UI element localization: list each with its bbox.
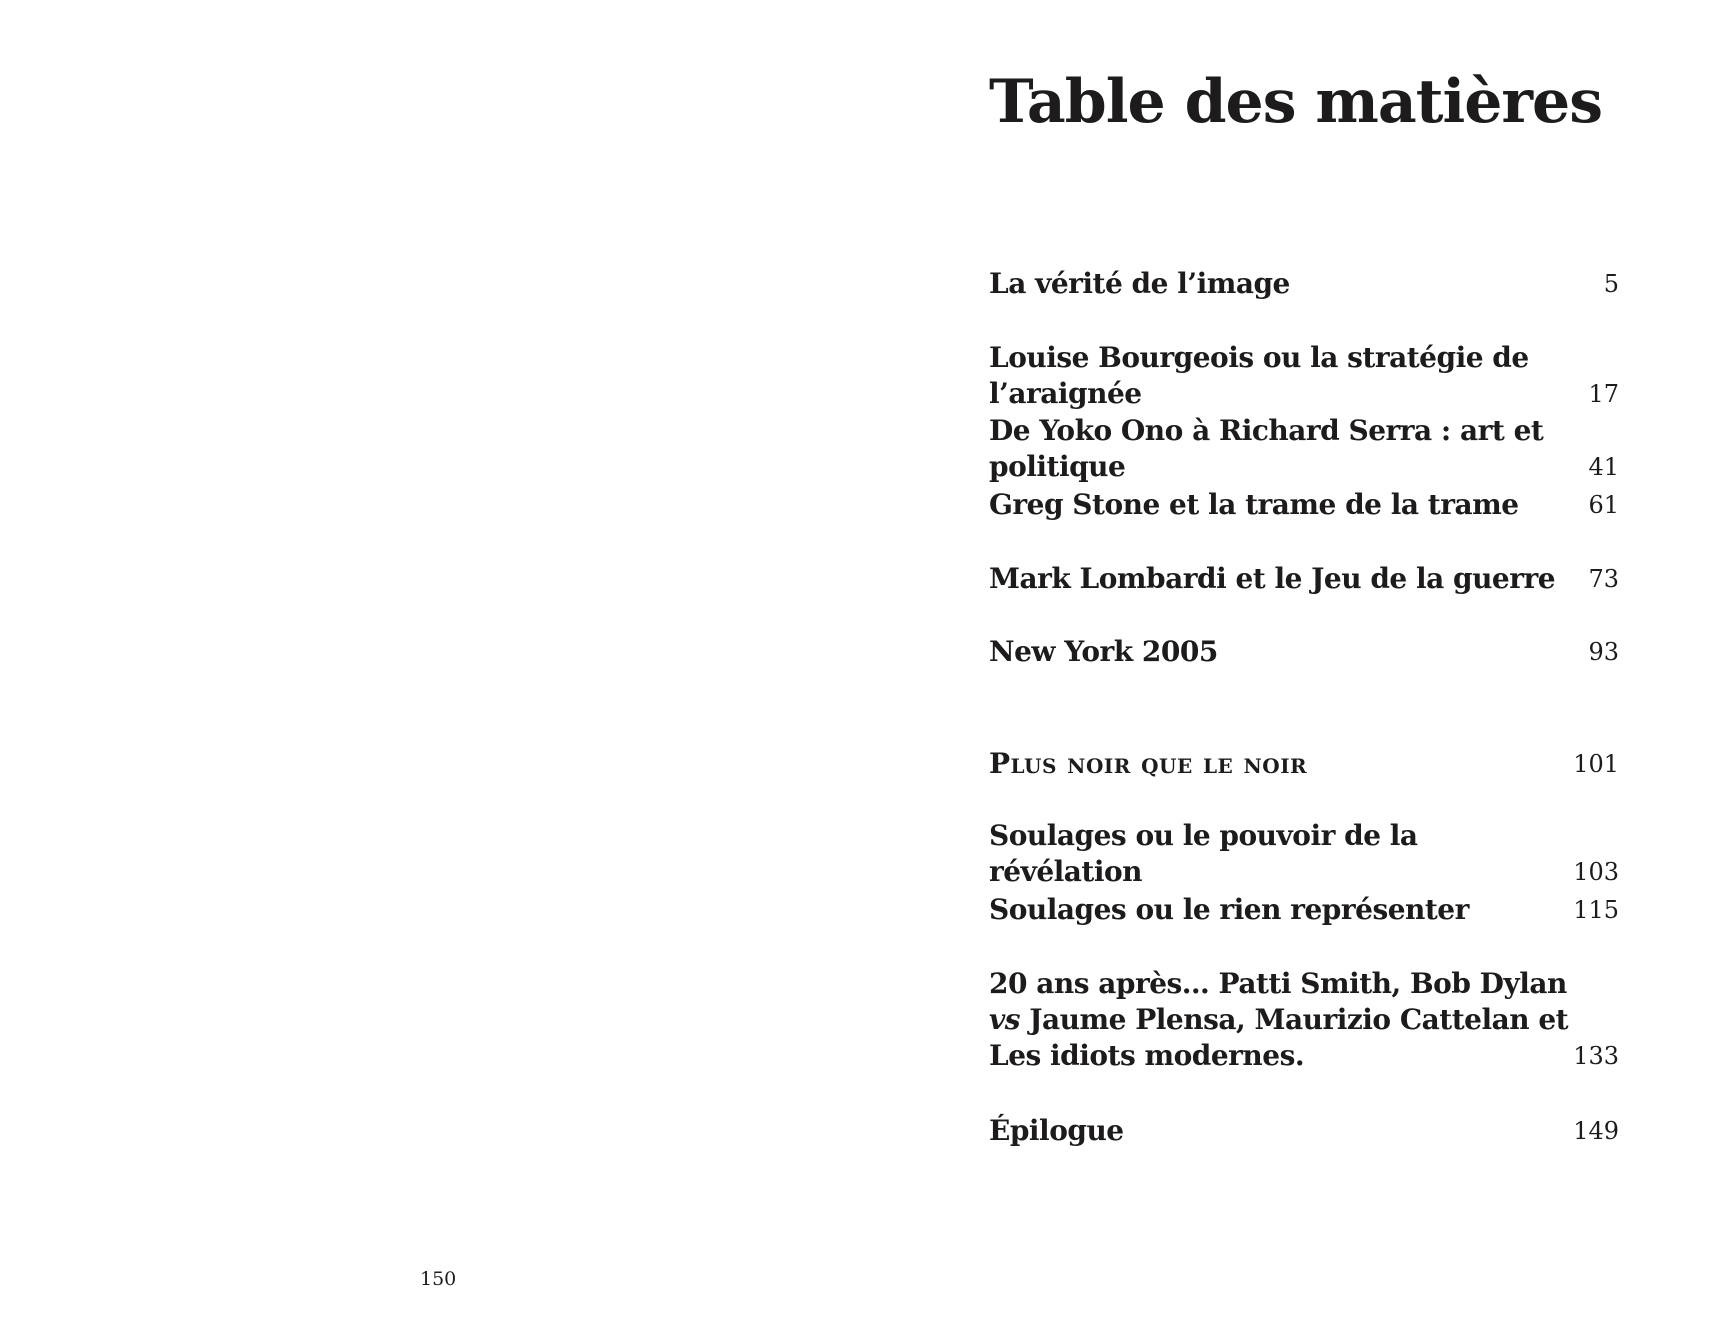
toc-entry-label-part: 20 ans après… Patti Smith, Bob Dylan (989, 967, 1567, 1000)
toc-section-heading[interactable] (989, 746, 1619, 782)
toc-entry[interactable] (989, 561, 1619, 597)
toc-entry[interactable] (989, 413, 1619, 485)
toc-entry-page: 149 (1573, 1117, 1619, 1145)
page-title: Table des matières (989, 67, 1602, 137)
page-number: 150 (420, 1268, 457, 1290)
toc-entry-page: 101 (1573, 750, 1619, 778)
toc-entry-label: Plus noir que le noir (989, 747, 1308, 780)
toc-entry-page: 17 (1588, 380, 1619, 408)
toc-entry[interactable] (989, 340, 1619, 412)
toc-entry-label-part: Jaume Plensa, Maurizio Cattelan et Les idiots modernes. (989, 1003, 1569, 1072)
toc-entry[interactable] (989, 818, 1619, 890)
toc-entry-label-emphasis: vs (989, 1003, 1021, 1036)
toc-entry-page: 93 (1588, 638, 1619, 666)
toc-entry-label: Épilogue (989, 1114, 1124, 1147)
toc-entry[interactable] (989, 634, 1619, 670)
toc-entry-page: 41 (1588, 453, 1619, 481)
toc-entry[interactable] (989, 892, 1619, 928)
toc-entry-label: Soulages ou le rien représenter (989, 893, 1469, 926)
toc-entry[interactable] (989, 966, 1619, 1074)
toc-entry-page: 103 (1573, 858, 1619, 886)
toc-entry-label: Greg Stone et la trame de la trame (989, 488, 1519, 521)
toc-entry-page: 115 (1573, 896, 1619, 924)
toc-entry[interactable] (989, 266, 1619, 302)
toc-entry-label: La vérité de l’image (989, 267, 1290, 300)
toc-entry-page: 133 (1573, 1042, 1619, 1070)
toc-entry-label: Louise Bourgeois ou la stratégie de l’araignée (989, 341, 1529, 410)
toc-entry-label: De Yoko Ono à Richard Serra : art et politique (989, 414, 1544, 483)
toc-entry-label: Soulages ou le pouvoir de la révélation (989, 819, 1418, 888)
toc-entry-page: 5 (1603, 270, 1619, 298)
toc-entry-page: 61 (1588, 491, 1619, 519)
toc-entry[interactable] (989, 1113, 1619, 1149)
toc-entry-page: 73 (1588, 565, 1619, 593)
toc-entry-label (989, 966, 1569, 1074)
toc-entry[interactable] (989, 487, 1619, 523)
toc-entry-label: New York 2005 (989, 635, 1218, 668)
toc-entry-label: Mark Lombardi et le Jeu de la guerre (989, 562, 1556, 595)
